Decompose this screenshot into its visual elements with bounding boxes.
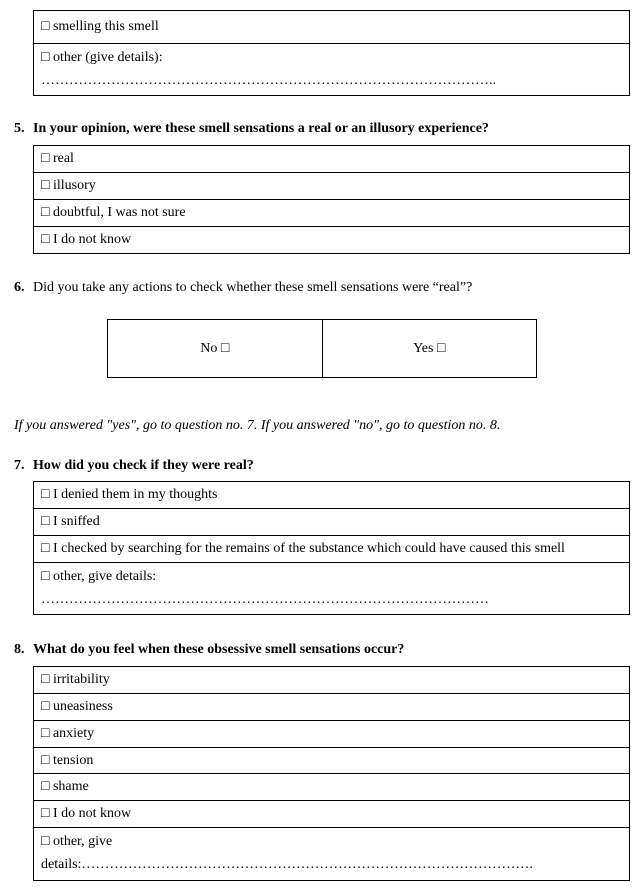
q8-option-uneasiness[interactable]: □ uneasiness bbox=[34, 694, 629, 721]
q8-options-table bbox=[33, 666, 630, 881]
q6-option-yes[interactable]: Yes □ bbox=[322, 320, 537, 377]
q6-heading bbox=[14, 280, 472, 296]
q5-option-illusory[interactable]: □ illusory bbox=[34, 173, 629, 200]
q8-other-details: details:……………………………………………………………………………………. bbox=[41, 857, 533, 872]
q8-heading bbox=[14, 642, 404, 658]
q4-options-table bbox=[33, 10, 630, 96]
q7-option-denied[interactable]: □ I denied them in my thoughts bbox=[34, 482, 629, 509]
q8-option-tension[interactable]: □ tension bbox=[34, 748, 629, 774]
q7-heading bbox=[14, 458, 254, 474]
q5-number: 5. bbox=[14, 121, 25, 136]
q7-text: How did you check if they were real? bbox=[33, 458, 254, 473]
q7-options-table bbox=[33, 481, 630, 615]
q8-other-label: □ other, give bbox=[41, 834, 113, 849]
q7-other-details: …………………………………………………………………………………… bbox=[41, 592, 489, 607]
q5-heading bbox=[14, 121, 489, 137]
q7-number: 7. bbox=[14, 458, 25, 473]
q8-number: 8. bbox=[14, 642, 25, 657]
q7-option-other[interactable] bbox=[34, 563, 629, 614]
q8-option-other[interactable] bbox=[34, 828, 629, 880]
q6-option-no[interactable]: No □ bbox=[200, 340, 230, 356]
q7-other-label: □ other, give details: bbox=[41, 569, 157, 584]
q8-option-anxiety[interactable]: □ anxiety bbox=[34, 721, 629, 748]
q5-options-table bbox=[33, 145, 630, 254]
q4-other-label: □ other (give details): bbox=[41, 50, 163, 65]
q8-text: What do you feel when these obsessive smell sensations occur? bbox=[33, 642, 405, 657]
q6-yes-no-table bbox=[107, 319, 537, 378]
q6-text: Did you take any actions to check whether these smell sensations were “real”? bbox=[33, 280, 473, 295]
skip-instruction: If you answered "yes", go to question no. 7. If you answered "no", go to question no. 8. bbox=[14, 418, 501, 433]
q5-option-doubtful[interactable]: □ doubtful, I was not sure bbox=[34, 200, 629, 227]
q7-option-sniffed[interactable]: □ I sniffed bbox=[34, 509, 629, 536]
q5-option-dont-know[interactable]: □ I do not know bbox=[41, 232, 132, 247]
q5-option-real[interactable]: □ real bbox=[34, 146, 629, 173]
q4-other-details: …………………………………………………………………………………….. bbox=[41, 73, 496, 88]
q4-option-smelling[interactable]: □ smelling this smell bbox=[34, 11, 629, 44]
q5-text: In your opinion, were these smell sensations a real or an illusory experience? bbox=[33, 121, 489, 136]
q8-option-irritability[interactable]: □ irritability bbox=[34, 667, 629, 694]
q4-option-other[interactable] bbox=[34, 44, 629, 95]
q6-number: 6. bbox=[14, 280, 25, 295]
q7-option-searched[interactable]: □ I checked by searching for the remains of the substance which could have caused this smell bbox=[34, 536, 629, 563]
q8-option-shame[interactable]: □ shame bbox=[34, 774, 629, 801]
q8-option-dont-know[interactable]: □ I do not know bbox=[34, 801, 629, 828]
